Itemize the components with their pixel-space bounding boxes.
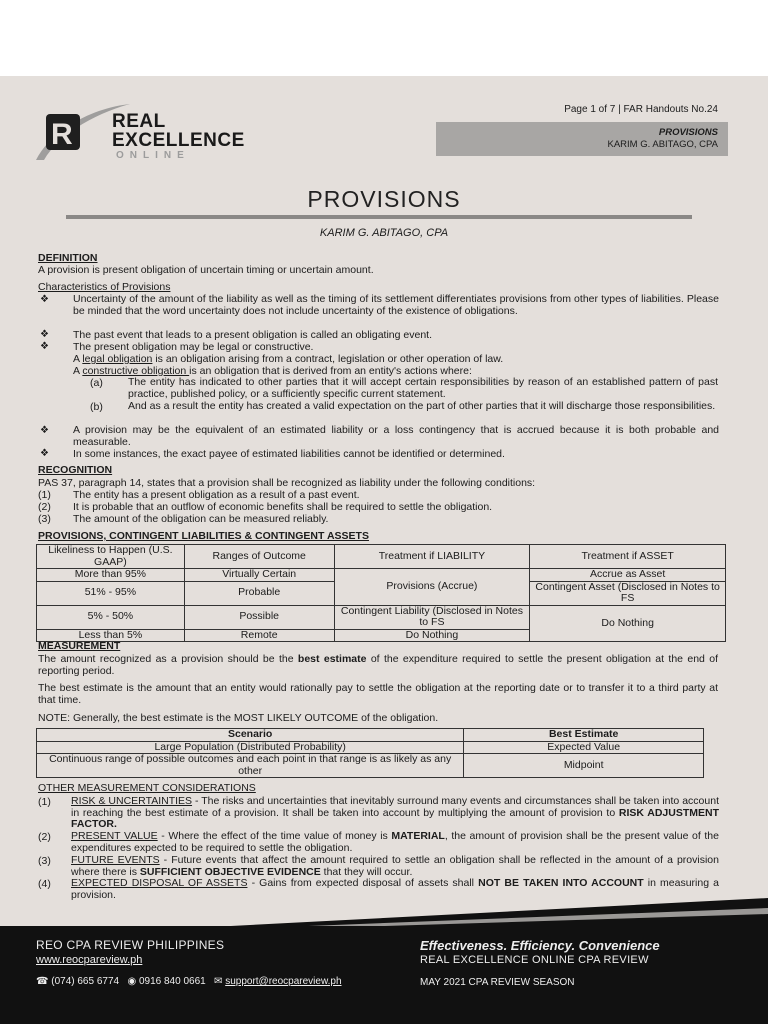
table-cell: Contingent Asset (Disclosed in Notes to FS xyxy=(530,581,726,605)
characteristic-3: The present obligation may be legal or constructive. xyxy=(73,341,314,353)
logo-text-excellence: EXCELLENCE xyxy=(112,130,245,151)
table-cell: Virtually Certain xyxy=(184,569,334,582)
other-num-3: (3) xyxy=(38,855,51,867)
m-p1-pre: The amount recognized as a provision should be the xyxy=(38,653,298,665)
characteristic-1: Uncertainty of the amount of the liability as well as the timing of its settlement differentiates provisions from other types of liabilities. Please be minded that the word uncertainty does not include uncertainty of the existence of obligations. xyxy=(73,293,719,317)
characteristic-5: In some instances, the exact payee of estimated liabilities cannot be identified or determined. xyxy=(73,448,505,460)
table-cell: Remote xyxy=(184,629,334,642)
best-col-scenario: Scenario xyxy=(37,729,464,742)
other-item-3 xyxy=(71,855,719,878)
page-title: PROVISIONS xyxy=(307,186,461,212)
svg-text:R: R xyxy=(51,118,73,151)
recognition-num-2: (2) xyxy=(38,501,51,513)
header-topic: PROVISIONS xyxy=(658,127,718,138)
constr-post: is an obligation that is derived from an entity's actions where: xyxy=(189,365,472,377)
recognition-item-1: The entity has a present obligation as a result of a past event. xyxy=(73,489,360,501)
measurement-p2: The best estimate is the amount that an entity would rationally pay to settle the obligation at the reporting date or to transfer it to a third party at that time. xyxy=(38,682,718,706)
best-col-estimate: Best Estimate xyxy=(464,729,704,742)
recognition-item-3: The amount of the obligation can be measured reliably. xyxy=(73,513,329,525)
other-num-2: (2) xyxy=(38,831,51,843)
other-term-4: EXPECTED DISPOSAL OF ASSETS xyxy=(71,877,248,889)
pcl-col-liability: Treatment if LIABILITY xyxy=(334,545,530,569)
table-cell: Do Nothing xyxy=(530,605,726,642)
footer-phone1: (074) 665 6774 xyxy=(51,976,120,987)
other-text-4b: in measuring a provision. xyxy=(71,877,719,901)
other-text-2: - Where the effect of the time value of money is xyxy=(157,830,392,842)
other-term-1: RISK & UNCERTAINTIES xyxy=(71,795,193,807)
title-divider xyxy=(66,215,692,219)
logo-text-real: REAL xyxy=(112,111,166,132)
footer-phone2: 0916 840 0661 xyxy=(138,976,206,987)
bullet-icon: ❖ xyxy=(40,294,49,305)
table-cell: Large Population (Distributed Probability) xyxy=(37,741,464,754)
bullet-icon: ❖ xyxy=(40,425,49,436)
m-p1-bold: best estimate xyxy=(297,653,367,665)
footer-tagline: Effectiveness. Efficiency. Convenience xyxy=(420,938,660,953)
mobile-icon: ◉ xyxy=(127,976,137,987)
footer-email-link[interactable]: support@reocpareview.ph xyxy=(225,976,342,987)
other-term-2: PRESENT VALUE xyxy=(71,830,158,842)
pcl-col-likeliness: Likeliness to Happen (U.S. GAAP) xyxy=(37,545,185,569)
table-cell: Possible xyxy=(184,605,334,629)
measurement-p1 xyxy=(38,654,718,677)
other-item-1 xyxy=(71,796,719,831)
pcl-col-ranges: Ranges of Outcome xyxy=(184,545,334,569)
bullet-icon: ❖ xyxy=(40,448,49,459)
page-info: Page 1 of 7 | FAR Handouts No.24 xyxy=(564,104,718,115)
recognition-num-1: (1) xyxy=(38,489,51,501)
footer-bar xyxy=(0,926,768,1024)
pcl-heading: PROVISIONS, CONTINGENT LIABILITIES & CONTINGENT ASSETS xyxy=(38,530,369,542)
footer-website-link[interactable]: www.reocpareview.ph xyxy=(36,954,143,966)
legal-obligation-line xyxy=(73,353,503,365)
other-bold-2: MATERIAL xyxy=(391,830,445,842)
footer-brand: REAL EXCELLENCE ONLINE CPA REVIEW xyxy=(420,954,649,966)
definition-text: A provision is present obligation of uncertain timing or uncertain amount. xyxy=(38,264,374,276)
legal-obligation-term: legal obligation xyxy=(82,353,153,365)
author-line: KARIM G. ABITAGO, CPA xyxy=(319,227,449,239)
other-bold-4: NOT BE TAKEN INTO ACCOUNT xyxy=(478,877,644,889)
sub-label-a: (a) xyxy=(90,377,103,389)
table-cell: 51% - 95% xyxy=(37,581,185,605)
email-icon: ✉ xyxy=(214,976,223,987)
footer-company: REO CPA REVIEW PHILIPPINES xyxy=(36,938,225,952)
table-cell: Less than 5% xyxy=(37,629,185,642)
measurement-heading: MEASUREMENT xyxy=(38,640,121,652)
table-cell: Do Nothing xyxy=(334,629,530,642)
constructive-obligation-term: constructive obligation xyxy=(82,365,190,377)
sub-label-b: (b) xyxy=(90,401,103,413)
legal-post: is an obligation arising from a contract, legislation or other operation of law. xyxy=(152,353,504,365)
header-author: KARIM G. ABITAGO, CPA xyxy=(607,139,718,150)
table-cell: Contingent Liability (Disclosed in Notes to FS xyxy=(334,605,530,629)
table-cell: Probable xyxy=(184,581,334,605)
other-term-3: FUTURE EVENTS xyxy=(71,854,160,866)
table-cell: Expected Value xyxy=(464,741,704,754)
table-cell: Continuous range of possible outcomes and each point in that range is as likely as any other xyxy=(37,754,464,778)
footer-contacts xyxy=(36,976,342,987)
recognition-num-3: (3) xyxy=(38,513,51,525)
pcl-col-asset: Treatment if ASSET xyxy=(530,545,726,569)
characteristic-2: The past event that leads to a present obligation is called an obligating event. xyxy=(73,329,432,341)
other-text-1: - The risks and uncertainties that inevitably surround many events and circumstances shall be taken into account in reaching the best estimate of a provision. It shall be taken into account by multiplying the amount of provision to xyxy=(71,795,719,819)
other-text-3b: that they will occur. xyxy=(320,865,413,878)
provisions-table xyxy=(36,544,726,642)
other-num-4: (4) xyxy=(38,878,51,890)
sub-text-b: And as a result the entity has created a valid expectation on the part of other parties that it will discharge those responsibilities. xyxy=(128,400,716,412)
definition-heading: DEFINITION xyxy=(38,252,98,264)
other-item-2 xyxy=(71,831,719,854)
sub-text-a: The entity has indicated to other parties that it will accept certain responsibilities by reason of an established pattern of past practice, published policy, or a sufficiently specific current statement. xyxy=(128,376,718,400)
phone-icon: ☎ xyxy=(36,976,49,987)
characteristic-4: A provision may be the equivalent of an estimated liability or a loss contingency that is accrued because it is both probable and measurable. xyxy=(73,424,719,448)
recognition-intro: PAS 37, paragraph 14, states that a provision shall be recognized as liability under the following conditions: xyxy=(38,477,536,489)
best-estimate-table xyxy=(36,728,704,778)
table-cell: Provisions (Accrue) xyxy=(334,569,530,606)
table-cell: Midpoint xyxy=(464,754,704,778)
bullet-icon: ❖ xyxy=(40,329,49,340)
header-box xyxy=(436,122,728,156)
other-text-3: - Future events that affect the amount required to settle an obligation shall be reflected in the amount of a provision where there is xyxy=(71,854,719,878)
constr-pre: A xyxy=(73,365,83,377)
other-text-2b: , the amount of provision shall be the present value of the expenditures expected to be required to settle the obligation. xyxy=(71,830,719,854)
recognition-item-2: It is probable that an outflow of economic benefits shall be required to settle the obligation. xyxy=(73,501,493,513)
other-num-1: (1) xyxy=(38,796,51,808)
table-cell: 5% - 50% xyxy=(37,605,185,629)
logo-text-online: ONLINE xyxy=(116,150,190,161)
m-p1-post: of the expenditure required to settle the present obligation at the end of reporting period. xyxy=(38,653,718,677)
table-cell: Accrue as Asset xyxy=(530,569,726,582)
footer-season: MAY 2021 CPA REVIEW SEASON xyxy=(420,977,575,988)
other-bold-1: RISK ADJUSTMENT FACTOR. xyxy=(71,806,719,830)
measurement-note: NOTE: Generally, the best estimate is the MOST LIKELY OUTCOME of the obligation. xyxy=(38,712,439,724)
other-heading: OTHER MEASUREMENT CONSIDERATIONS xyxy=(38,782,256,794)
characteristics-heading: Characteristics of Provisions xyxy=(38,281,171,293)
recognition-heading: RECOGNITION xyxy=(38,464,113,476)
legal-pre: A xyxy=(73,353,83,365)
other-text-4: - Gains from expected disposal of assets shall xyxy=(247,877,479,889)
other-bold-3: SUFFICIENT OBJECTIVE EVIDENCE xyxy=(139,865,321,878)
table-cell: More than 95% xyxy=(37,569,185,582)
bullet-icon: ❖ xyxy=(40,341,49,352)
